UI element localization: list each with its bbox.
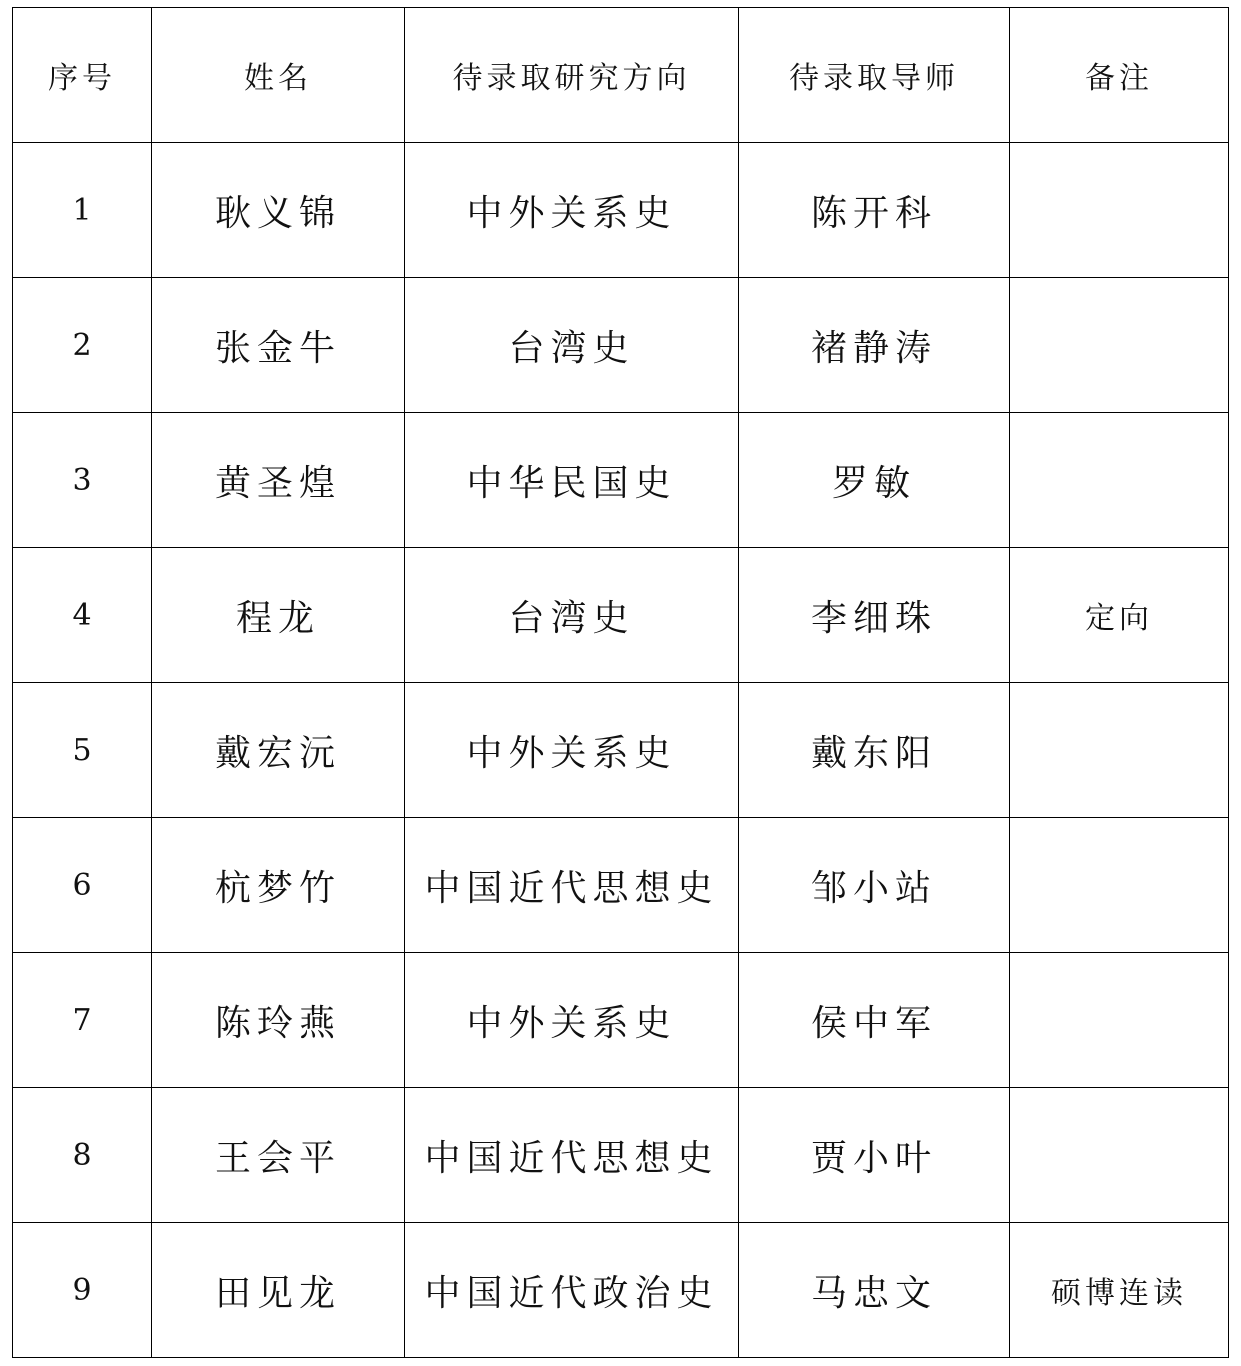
cell-index: 5 [13,683,152,818]
cell-note: 硕博连读 [1010,1223,1229,1358]
cell-note [1010,278,1229,413]
cell-name: 戴宏沅 [152,683,405,818]
cell-advisor: 侯中军 [739,953,1010,1088]
cell-name: 程龙 [152,548,405,683]
cell-index: 6 [13,818,152,953]
cell-direction: 中外关系史 [405,143,739,278]
cell-advisor: 戴东阳 [739,683,1010,818]
cell-advisor: 罗敏 [739,413,1010,548]
cell-index: 3 [13,413,152,548]
cell-index: 9 [13,1223,152,1358]
cell-name: 黄圣煌 [152,413,405,548]
cell-name: 陈玲燕 [152,953,405,1088]
cell-note [1010,413,1229,548]
cell-name: 田见龙 [152,1223,405,1358]
cell-index: 4 [13,548,152,683]
table-row [13,818,1229,953]
table-row [13,683,1229,818]
cell-advisor: 马忠文 [739,1223,1010,1358]
header-row [13,8,1229,143]
cell-advisor: 邹小站 [739,818,1010,953]
header-advisor: 待录取导师 [739,8,1010,143]
table-row [13,143,1229,278]
cell-advisor: 贾小叶 [739,1088,1010,1223]
cell-direction: 台湾史 [405,548,739,683]
table-row [13,953,1229,1088]
cell-direction: 中国近代思想史 [405,818,739,953]
header-name: 姓名 [152,8,405,143]
cell-name: 张金牛 [152,278,405,413]
cell-note [1010,683,1229,818]
cell-note [1010,953,1229,1088]
cell-index: 8 [13,1088,152,1223]
header-direction: 待录取研究方向 [405,8,739,143]
cell-advisor: 褚静涛 [739,278,1010,413]
cell-direction: 中国近代思想史 [405,1088,739,1223]
table-row [13,413,1229,548]
cell-index: 1 [13,143,152,278]
table-row [13,278,1229,413]
cell-note: 定向 [1010,548,1229,683]
table-row [13,1223,1229,1358]
table-row [13,1088,1229,1223]
cell-direction: 中外关系史 [405,953,739,1088]
cell-name: 耿义锦 [152,143,405,278]
cell-note [1010,818,1229,953]
cell-direction: 中国近代政治史 [405,1223,739,1358]
cell-note [1010,1088,1229,1223]
cell-direction: 中外关系史 [405,683,739,818]
cell-note [1010,143,1229,278]
cell-index: 7 [13,953,152,1088]
admission-table [12,7,1229,1358]
cell-index: 2 [13,278,152,413]
cell-name: 杭梦竹 [152,818,405,953]
cell-name: 王会平 [152,1088,405,1223]
cell-direction: 中华民国史 [405,413,739,548]
cell-advisor: 李细珠 [739,548,1010,683]
cell-direction: 台湾史 [405,278,739,413]
cell-advisor: 陈开科 [739,143,1010,278]
table-row [13,548,1229,683]
header-index: 序号 [13,8,152,143]
header-note: 备注 [1010,8,1229,143]
